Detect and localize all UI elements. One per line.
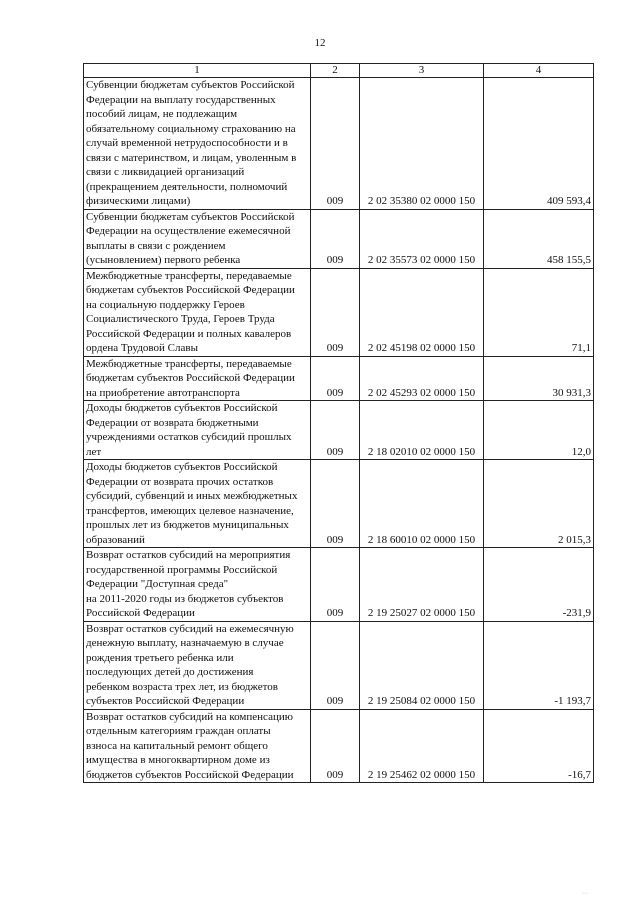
- row-kbk: 2 18 60010 02 0000 150: [360, 460, 484, 548]
- row-kbk: 2 18 02010 02 0000 150: [360, 401, 484, 460]
- table-row: [84, 709, 594, 783]
- row-name-line: случай временной нетрудоспособности и в: [86, 137, 288, 149]
- row-kbk: 2 02 35573 02 0000 150: [360, 209, 484, 268]
- table-row: [84, 78, 594, 210]
- header-row: [84, 64, 594, 78]
- row-name-line: Российской Федерации и полных кавалеров: [86, 327, 292, 340]
- row-name-line: государственной программы Российской: [86, 563, 278, 576]
- row-name-line: денежную выплату, назначаемую в случае: [86, 637, 284, 649]
- row-amount: 458 155,5: [484, 209, 594, 268]
- row-amount: 12,0: [484, 401, 594, 460]
- row-name-line: Субвенции бюджетам субъектов Российской: [86, 79, 295, 91]
- row-name: [84, 621, 311, 709]
- page-number: 12: [314, 37, 326, 49]
- row-name-line: Возврат остатков субсидий на ежемесячную: [86, 622, 294, 635]
- row-code: 009: [311, 356, 360, 401]
- row-name-line: Федерации на осуществление ежемесячной: [86, 225, 291, 237]
- row-kbk: 2 02 45198 02 0000 150: [360, 268, 484, 356]
- header-col-4: 4: [484, 64, 594, 78]
- row-name: [84, 401, 311, 460]
- row-name-line: последующих детей до достижения: [86, 666, 254, 678]
- row-name-line: ребенком возраста трех лет, из бюджетов: [86, 680, 279, 693]
- row-kbk: 2 19 25462 02 0000 150: [360, 709, 484, 783]
- row-name-line: связи с материнством, и лицам, уволенным в: [86, 151, 297, 164]
- row-name: [84, 548, 311, 622]
- row-code: 009: [311, 401, 360, 460]
- row-name-line: бюджетам субъектов Российской Федерации: [86, 372, 295, 384]
- table-row: [84, 268, 594, 356]
- row-kbk: 2 19 25027 02 0000 150: [360, 548, 484, 622]
- row-name-line: Межбюджетные трансферты, передаваемые: [86, 357, 292, 370]
- row-amount: 409 593,4: [484, 78, 594, 210]
- table-body: [84, 78, 594, 783]
- row-name-line: бюджетам субъектов Российской Федерации: [86, 284, 295, 296]
- row-code: 009: [311, 268, 360, 356]
- header-col-2: 2: [311, 64, 360, 78]
- row-name-line: Российской Федерации: [86, 607, 195, 619]
- row-name-line: рождения третьего ребенка или: [86, 651, 234, 664]
- row-name: [84, 356, 311, 401]
- row-code: 009: [311, 621, 360, 709]
- table-row: [84, 209, 594, 268]
- table-row: [84, 356, 594, 401]
- row-amount: -1 193,7: [484, 621, 594, 709]
- row-name-line: ордена Трудовой Славы: [86, 342, 198, 354]
- row-name-line: Возврат остатков субсидий на компенсацию: [86, 710, 293, 723]
- row-name-line: Федерации "Доступная среда": [86, 578, 229, 590]
- row-amount: 2 015,3: [484, 460, 594, 548]
- row-name-line: взноса на капитальный ремонт общего: [86, 739, 268, 752]
- row-name-line: физическими лицами): [86, 195, 191, 207]
- row-name-line: трансфертов, имеющих целевое назначение,: [86, 504, 294, 517]
- row-name-line: Возврат остатков субсидий на мероприятия: [86, 549, 291, 561]
- row-name-line: на 2011-2020 годы из бюджетов субъектов: [86, 592, 284, 605]
- row-name-line: учреждениями остатков субсидий прошлых: [86, 431, 292, 443]
- row-name-line: Субвенции бюджетам субъектов Российской: [86, 210, 295, 223]
- row-code: 009: [311, 78, 360, 210]
- row-name-line: субъектов Российской Федерации: [86, 695, 245, 707]
- row-name: [84, 268, 311, 356]
- row-kbk: 2 02 35380 02 0000 150: [360, 78, 484, 210]
- row-name-line: Федерации от возврата бюджетными: [86, 416, 259, 429]
- table-row: [84, 460, 594, 548]
- table-row: [84, 621, 594, 709]
- row-name-line: имущества в многоквартирном доме из: [86, 754, 270, 766]
- row-amount: 71,1: [484, 268, 594, 356]
- table-row: [84, 401, 594, 460]
- row-name-line: прошлых лет из бюджетов муниципальных: [86, 519, 289, 531]
- row-name-line: связи с ликвидацией организаций: [86, 166, 245, 178]
- row-amount: 30 931,3: [484, 356, 594, 401]
- header-col-3: 3: [360, 64, 484, 78]
- row-name-line: Федерации от возврата прочих остатков: [86, 475, 274, 488]
- row-name-line: на социальную поддержку Героев: [86, 298, 245, 311]
- row-amount: -16,7: [484, 709, 594, 783]
- row-name-line: пособий лицам, не подлежащим: [86, 108, 238, 120]
- row-name-line: отдельным категориям граждан оплаты: [86, 725, 271, 737]
- row-name-line: (усыновлением) первого ребенка: [86, 254, 241, 266]
- row-kbk: 2 19 25084 02 0000 150: [360, 621, 484, 709]
- row-name: [84, 709, 311, 783]
- row-name-line: обязательному социальному страхованию на: [86, 122, 296, 135]
- row-name-line: выплаты в связи с рождением: [86, 239, 226, 252]
- row-name: [84, 460, 311, 548]
- row-name-line: лет: [86, 445, 102, 458]
- table-row: [84, 548, 594, 622]
- row-name-line: (прекращением деятельности, полномочий: [86, 180, 288, 193]
- row-name-line: Доходы бюджетов субъектов Российской: [86, 461, 278, 473]
- row-code: 009: [311, 460, 360, 548]
- budget-table: [83, 63, 594, 783]
- row-name-line: на приобретение автотранспорта: [86, 386, 240, 399]
- row-name-line: Социалистического Труда, Героев Труда: [86, 313, 275, 325]
- row-name: [84, 78, 311, 210]
- row-code: 009: [311, 209, 360, 268]
- row-name: [84, 209, 311, 268]
- row-name-line: Межбюджетные трансферты, передаваемые: [86, 269, 292, 282]
- corner-mark: ···: [582, 891, 588, 897]
- row-name-line: Федерации на выплату государственных: [86, 93, 276, 106]
- row-kbk: 2 02 45293 02 0000 150: [360, 356, 484, 401]
- header-col-1: 1: [84, 64, 311, 78]
- row-amount: -231,9: [484, 548, 594, 622]
- row-code: 009: [311, 709, 360, 783]
- row-name-line: субсидий, субвенций и иных межбюджетных: [86, 490, 298, 502]
- row-name-line: Доходы бюджетов субъектов Российской: [86, 402, 278, 414]
- row-name-line: бюджетов субъектов Российской Федерации: [86, 768, 294, 781]
- row-code: 009: [311, 548, 360, 622]
- row-name-line: образований: [86, 533, 145, 546]
